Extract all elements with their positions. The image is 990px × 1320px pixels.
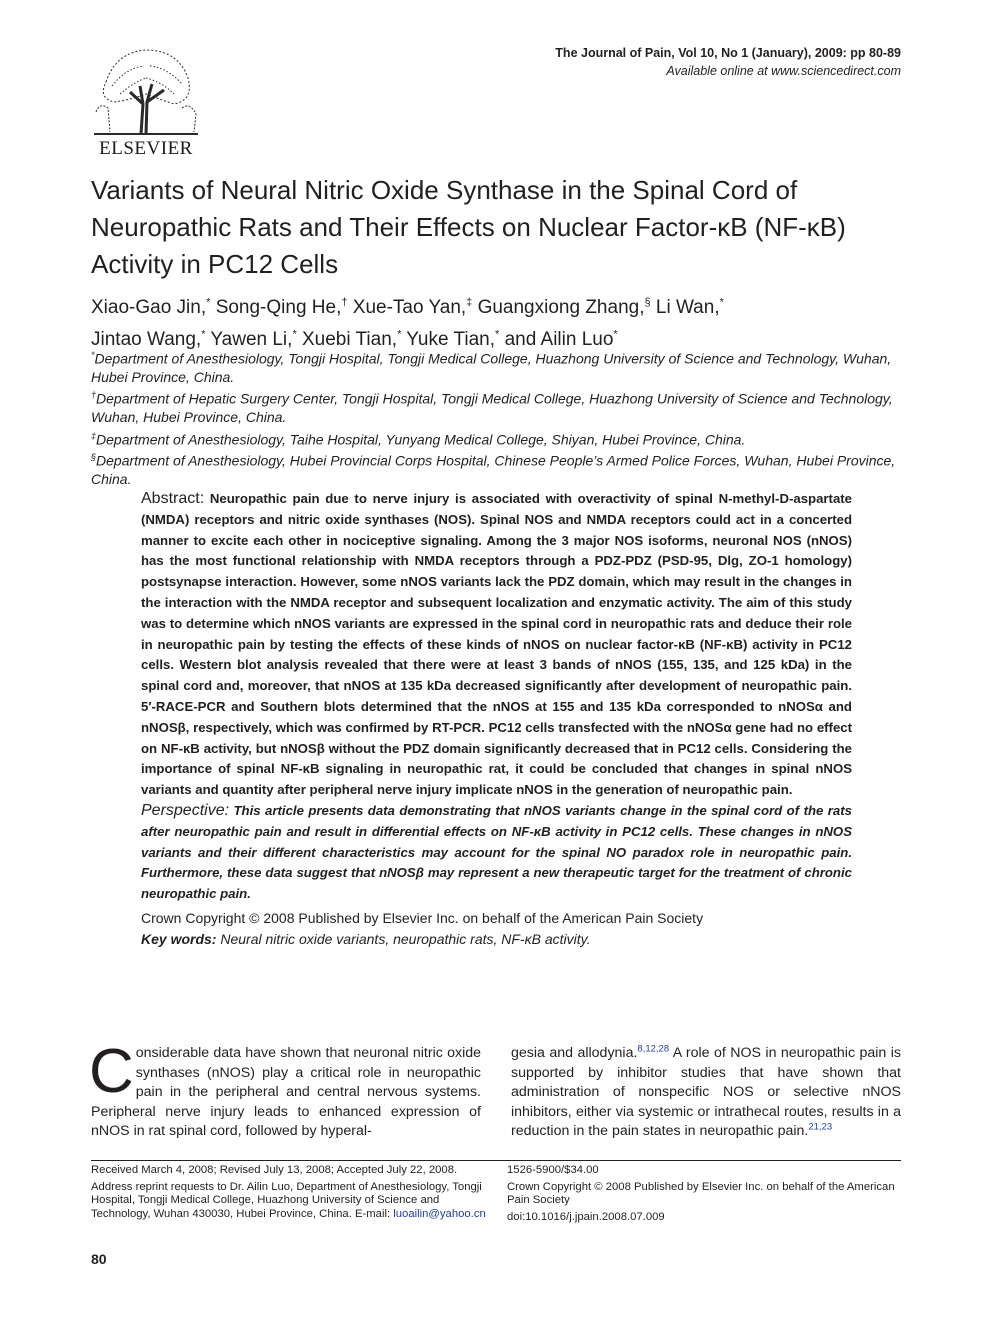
affiliations [91, 346, 901, 489]
online-availability: Available online at www.sciencedirect.com [666, 64, 901, 78]
perspective-paragraph [141, 801, 852, 905]
doi[interactable]: doi:10.1016/j.jpain.2008.07.009 [507, 1210, 665, 1223]
email-link[interactable]: luoailin@yahoo.cn [393, 1207, 486, 1220]
body-column-left [89, 1037, 481, 1142]
author: Li Wan,* [655, 297, 724, 319]
perspective-heading: Perspective: [141, 801, 230, 819]
abstract [141, 489, 852, 950]
abstract-text: Neuropathic pain due to nerve injury is associated with overactivity of spinal N-methyl-D-aspartate (NMDA) receptors and nitric oxide synthases (NOS). Spinal NOS and NMDA receptors could act in a concerted manner to excite each other in nociceptive signaling. Among the 3 major NOS isoforms, neuronal NOS (nNOS) has the most functional relationship with NMDA receptors through a PDZ-PDZ (PSD-95, Dlg, ZO-1 homology) postsynapse interaction. However, some nNOS variants lack the PDZ domain, which may result in the changes in the interaction with the NMDA receptor and subsequent localization and enzymatic activity. The aim of this study was to determine which nNOS variants are expressed in the spinal cord in neuropathic rats and deduce their role in neuropathic pain by testing the effects of these kinds of nNOS on nuclear factor-κB (NF-κB) activity in PC12 cells. Western blot analysis revealed that there were at least 3 bands of nNOS (155, 135, and 125 kDa) in the spinal cord and, moreover, that nNOS at 135 kDa decreased significantly after development of neuropathic pain. 5′-RACE-PCR and Southern blots determined that the nNOS at 155 and 135 kDa corresponded to nNOSα and nNOSβ, respectively, which was confirmed by RT-PCR. PC12 cells transfected with the nNOSα gene had no effect on NF-κB activity, but nNOSβ without the PDZ domain significantly decreased that in PC12 cells. Considering the importance of spinal NF-κB signaling in neuropathic rat, it could be concluded that changes in spinal nNOS variants and quantity after peripheral nerve injury implicate nNOS in the generation of neuropathic pain. [141, 491, 852, 798]
author: and Ailin Luo* [504, 328, 618, 350]
author: Yuke Tian,* [406, 328, 500, 350]
elsevier-logo [86, 42, 206, 160]
issn: 1526-5900/$34.00 [507, 1164, 599, 1176]
abstract-heading: Abstract: [141, 490, 205, 507]
reprint-address: Address reprint requests to Dr. Ailin Luo, Department of Anesthesiology, Tongji Hospital, Tongji Medical College, Huazhong University of Science and Technology, Wuhan 430030, Hubei Province, China. E-mail: luoailin@yahoo.cn [91, 1180, 486, 1220]
author: Xiao-Gao Jin,* [91, 297, 211, 319]
author: Xue-Tao Yan,‡ [352, 297, 473, 319]
keywords [141, 929, 852, 950]
affiliation: *Department of Anesthesiology, Tongji Hospital, Tongji Medical College, Huazhong University of Science and Technology, Wuhan, Hubei Province, China. [91, 350, 892, 385]
body-text: A role of NOS in neuropathic pain is supported by inhibitor studies that have shown that administration of nonspecific NOS or selective nNOS inhibitors, either via systemic or intrathecal routes, results in a reduction in the pain states in neuropathic pain. [511, 1045, 901, 1140]
affiliation: §Department of Anesthesiology, Hubei Provincial Corps Hospital, Chinese People’s Armed Police Forces, Wuhan, Hubei Province, China. [91, 452, 896, 488]
journal-citation: The Journal of Pain, Vol 10, No 1 (January), 2009: pp 80-89 [555, 46, 901, 60]
article-title [91, 172, 891, 283]
abstract-copyright: Crown Copyright © 2008 Published by Elsevier Inc. on behalf of the American Pain Society [141, 909, 704, 926]
author: Jintao Wang,* [91, 328, 206, 350]
title-line: Neuropathic Rats and Their Effects on Nuclear Factor-κB (NF-κB) [91, 212, 846, 242]
body-column-right [511, 1044, 901, 1142]
affiliation: †Department of Hepatic Surgery Center, Tongji Hospital, Tongji Medical College, Huazhong University of Science and Technology, Wuhan, Hubei Province, China. [91, 390, 893, 426]
tree-logo-icon [86, 42, 206, 138]
author-list [91, 290, 891, 353]
keywords-heading: Key words: [141, 930, 217, 947]
footer-right [507, 1164, 901, 1227]
received-dates: Received March 4, 2008; Revised July 13, 2008; Accepted July 22, 2008. [91, 1164, 458, 1176]
abstract-paragraph [141, 489, 852, 801]
title-line: Activity in PC12 Cells [91, 249, 339, 279]
title-line: Variants of Neural Nitric Oxide Synthase in the Spinal Cord of [91, 175, 798, 205]
body-text: gesia and allodynia. [511, 1045, 638, 1061]
page-number: 80 [91, 1251, 107, 1267]
drop-cap: C [89, 1037, 134, 1106]
perspective-text: This article presents data demonstrating that nNOS variants change in the spinal cord of the rats after neuropathic pain and result in differential effects on NF-κB activity in PC12 cells. These changes in nNOS variants and their different characteristics may account for the spinal NO paradox role in neuropathic pain. Furthermore, these data suggest that nNOSβ may represent a new therapeutic target for the treatment of chronic neuropathic pain. [141, 802, 852, 902]
author: Guangxiong Zhang,§ [477, 297, 651, 319]
footer-divider [91, 1160, 901, 1161]
affiliation: ‡Department of Anesthesiology, Taihe Hospital, Yunyang Medical College, Shiyan, Hubei Province, China. [91, 430, 746, 448]
author: Xuebi Tian,* [302, 328, 402, 350]
keywords-text: Neural nitric oxide variants, neuropathic rats, NF-κB activity. [220, 930, 591, 947]
journal-header [555, 44, 901, 80]
footer-copyright: Crown Copyright © 2008 Published by Elsevier Inc. on behalf of the American Pain Society [507, 1180, 895, 1207]
body-text: onsiderable data have shown that neuronal nitric oxide synthases (nNOS) play a critical role in neuropathic pain in the peripheral and central nervous systems. Peripheral nerve injury leads to enhanced expression of nNOS in rat spinal cord, followed by hyperal- [91, 1045, 481, 1140]
citation-link[interactable]: 21,23 [808, 1121, 833, 1133]
author: Yawen Li,* [210, 328, 297, 350]
citation-link[interactable]: 8,12,28 [637, 1043, 670, 1055]
publisher-name: ELSEVIER [99, 138, 193, 159]
footer-left [91, 1164, 488, 1224]
author: Song-Qing He,† [215, 297, 348, 319]
